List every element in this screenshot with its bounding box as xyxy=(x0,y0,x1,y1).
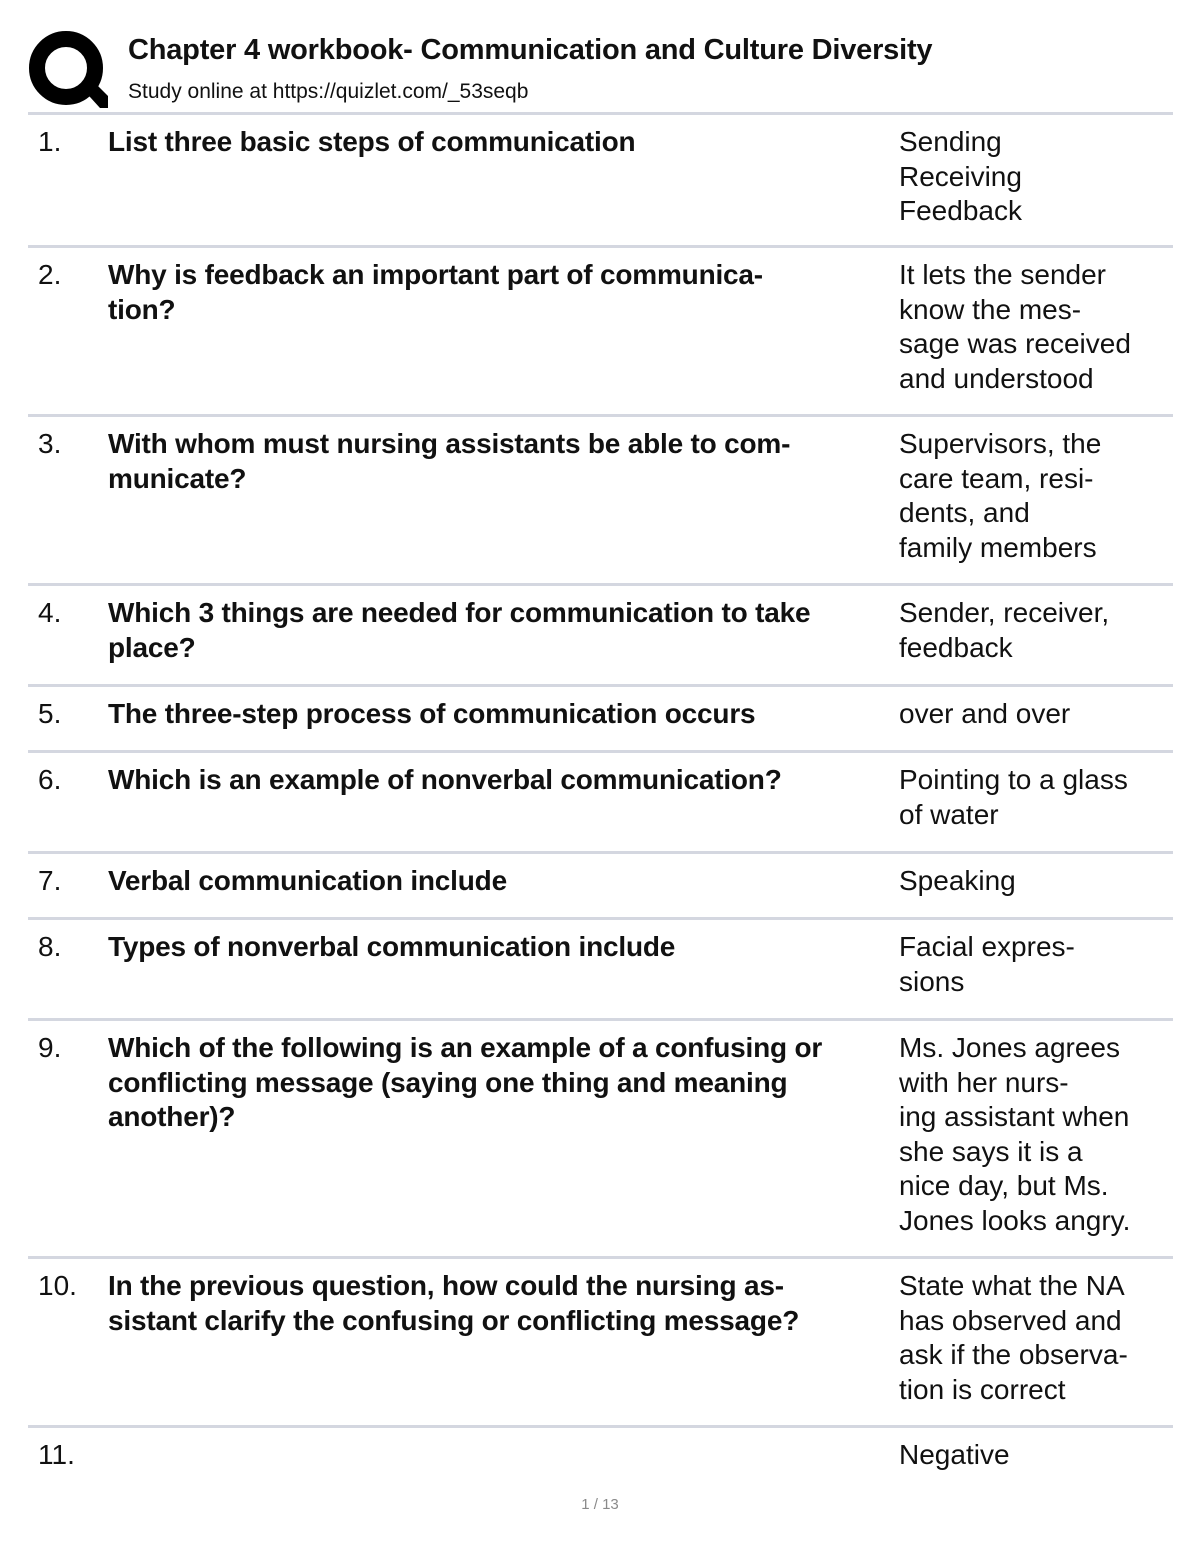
definition-line: family members xyxy=(899,531,1097,563)
definition-line: with her nurs- xyxy=(899,1066,1069,1098)
flashcard-row xyxy=(28,854,1173,920)
definition-line: she says it is a xyxy=(899,1135,1083,1167)
definition-line: of water xyxy=(899,798,999,830)
term-line: In the previous question, how could the nursing as- xyxy=(108,1270,784,1301)
definition-line: sage was received xyxy=(899,328,1131,359)
card-term xyxy=(108,596,893,665)
card-number: 4. xyxy=(38,597,62,628)
term-line: Why is feedback an important part of communica- xyxy=(108,259,763,290)
card-number: 1. xyxy=(38,126,62,157)
card-definition xyxy=(899,125,1173,229)
card-term xyxy=(108,697,893,732)
card-definition xyxy=(899,864,1173,899)
definition-line: feedback xyxy=(899,631,1013,663)
term-line: municate? xyxy=(108,462,247,494)
card-term xyxy=(108,427,893,496)
definition-line: dents, and xyxy=(899,497,1030,528)
definition-line: has observed and xyxy=(899,1304,1122,1336)
definition-line: know the mes- xyxy=(899,293,1082,325)
flashcard-row xyxy=(28,1259,1173,1428)
card-definition xyxy=(899,697,1173,732)
card-term xyxy=(108,930,893,965)
definition-line: Receiving xyxy=(899,160,1022,192)
card-definition xyxy=(899,930,1173,999)
definition-line: Supervisors, the xyxy=(899,428,1102,459)
document-header xyxy=(28,28,1173,112)
definition-line: Pointing to a glass xyxy=(899,764,1128,795)
quizlet-logo-icon xyxy=(28,30,108,110)
card-term xyxy=(108,763,893,798)
document-title: Chapter 4 workbook- Communication and Culture Diversity xyxy=(128,34,933,66)
card-term xyxy=(108,1031,893,1135)
definition-line: sions xyxy=(899,965,965,997)
page-number: 1 / 13 xyxy=(581,1496,619,1513)
definition-line: Negative xyxy=(899,1439,1010,1470)
definition-line: nice day, but Ms. xyxy=(899,1170,1109,1201)
card-number: 6. xyxy=(38,764,62,795)
definition-line: Feedback xyxy=(899,195,1022,226)
term-line: sistant clarify the confusing or conflicting message? xyxy=(108,1304,800,1336)
flashcard-row xyxy=(28,920,1173,1021)
definition-line: tion is correct xyxy=(899,1373,1066,1405)
card-number: 7. xyxy=(38,865,62,896)
term-line: Which 3 things are needed for communication to take xyxy=(108,597,811,628)
card-term xyxy=(108,258,893,327)
flashcard-list xyxy=(28,115,1173,1508)
card-definition xyxy=(899,596,1173,665)
term-line: place? xyxy=(108,631,196,663)
term-line: tion? xyxy=(108,293,176,325)
flashcard-row xyxy=(28,1021,1173,1259)
term-line: Verbal communication include xyxy=(108,865,507,896)
card-definition xyxy=(899,763,1173,832)
definition-line: Ms. Jones agrees xyxy=(899,1032,1120,1063)
card-definition xyxy=(899,1269,1173,1407)
term-line: conflicting message (saying one thing and meaning xyxy=(108,1066,788,1098)
term-line: With whom must nursing assistants be able to com- xyxy=(108,428,791,459)
term-line: List three basic steps of communication xyxy=(108,126,636,157)
card-number: 3. xyxy=(38,428,62,459)
flashcard-row xyxy=(28,115,1173,248)
card-definition xyxy=(899,258,1173,396)
card-term xyxy=(108,1269,893,1338)
card-number: 8. xyxy=(38,931,62,962)
flashcard-row xyxy=(28,753,1173,854)
study-online-link[interactable]: Study online at https://quizlet.com/_53seqb xyxy=(128,80,529,103)
flashcard-row xyxy=(28,417,1173,586)
definition-line: and understood xyxy=(899,362,1094,394)
term-line: Which is an example of nonverbal communication? xyxy=(108,764,782,795)
definition-line: Sending xyxy=(899,126,1002,157)
term-line: The three-step process of communication occurs xyxy=(108,698,756,729)
card-definition xyxy=(899,1438,1173,1473)
definition-line: care team, resi- xyxy=(899,462,1094,494)
card-term xyxy=(108,125,893,160)
card-number: 10. xyxy=(38,1270,77,1301)
definition-line: State what the NA xyxy=(899,1270,1125,1301)
card-number: 9. xyxy=(38,1032,62,1063)
card-number: 2. xyxy=(38,259,62,290)
definition-line: over and over xyxy=(899,698,1071,729)
term-line: another)? xyxy=(108,1101,236,1132)
card-term xyxy=(108,864,893,899)
flashcard-row xyxy=(28,248,1173,417)
card-definition xyxy=(899,1031,1173,1238)
definition-line: Speaking xyxy=(899,865,1016,896)
term-line: Which of the following is an example of a confusing or xyxy=(108,1032,823,1063)
definition-line: Facial expres- xyxy=(899,931,1075,962)
definition-line: ing assistant when xyxy=(899,1101,1130,1132)
definition-line: ask if the observa- xyxy=(899,1339,1128,1370)
definition-line: Sender, receiver, xyxy=(899,597,1110,628)
flashcard-row xyxy=(28,586,1173,687)
term-line: Types of nonverbal communication include xyxy=(108,931,676,962)
definition-line: Jones looks angry. xyxy=(899,1204,1131,1236)
card-number: 11. xyxy=(38,1439,75,1470)
definition-line: It lets the sender xyxy=(899,259,1107,290)
card-definition xyxy=(899,427,1173,565)
flashcard-row xyxy=(28,687,1173,753)
card-number: 5. xyxy=(38,698,62,729)
